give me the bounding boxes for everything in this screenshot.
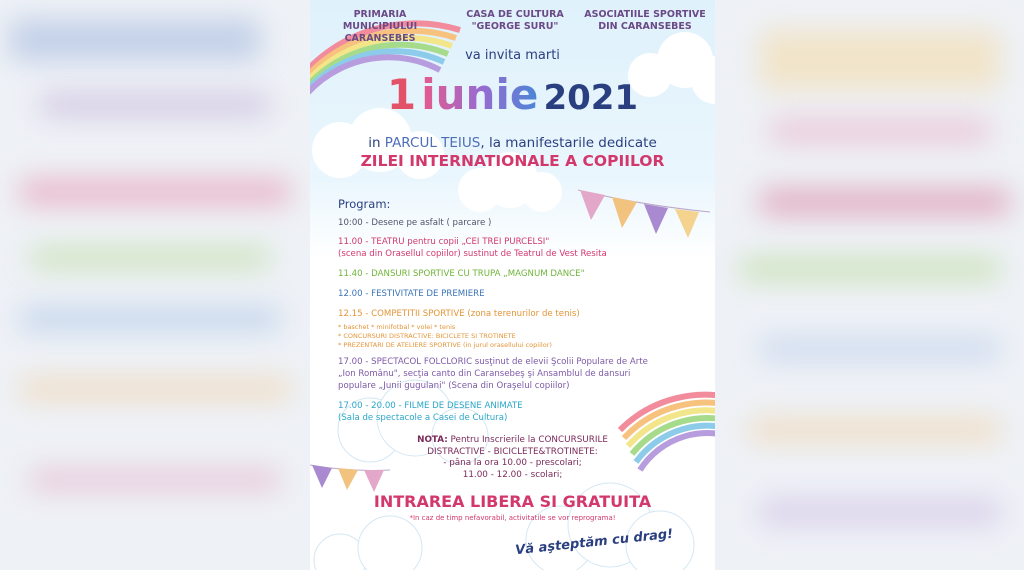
program-item-5-sub-3: * PREZENTARI DE ATELIERE SPORTIVE (in jurul orasellului copiilor) (338, 341, 552, 349)
program-item-2-detail: (scena din Orasellul copiilor) sustinut de Teatrul de Vest Resita (338, 249, 607, 259)
program-item-6: 17.00 - SPECTACOL FOLCLORIC susţinut de elevii Şcolii Populare de Arte (338, 357, 648, 367)
organizer-city-hall: PRIMARIA MUNICIPIULUI CARANSEBES (342, 9, 418, 44)
location-line: in PARCUL TEIUS, la manifestarile dedicate (368, 135, 657, 151)
program-item-7-detail: (Sala de spectacole a Casei de Cultura) (338, 413, 508, 423)
registration-note: NOTA: Pentru Inscrierile la CONCURSURILE DISTRACTIVE - BICICLETE&TROTINETE: - pâna la ora 10.00 - prescolari; 11.00 - 12.00 - scolari; (417, 435, 608, 480)
event-title: ZILEI INTERNATIONALE A COPIILOR (360, 152, 665, 170)
program-item-5: 12.15 - COMPETITII SPORTIVE (zona terenurilor de tenis) (338, 309, 580, 319)
program-item-6-line-3: populare „Junii gugulani" (Scena din Oraşelul copiilor) (338, 381, 570, 391)
program-item-7: 17.00 - 20.00 - FILME DE DESENE ANIMATE (338, 401, 523, 411)
organizer-culture-house: CASA DE CULTURA "GEORGE SURU" (466, 9, 564, 32)
date-month: iunie (421, 70, 539, 119)
date-day: 1 (386, 70, 417, 119)
closing-message: Vă aşteptăm cu drag! (514, 526, 674, 559)
program-item-6-line-2: „Ion Românu", secţia canto din Caransebeş şi Ansamblul de dansuri (338, 369, 631, 379)
date-year: 2021 (543, 78, 639, 118)
weather-disclaimer: *In caz de timp nefavorabil, activitatile se vor reprograma! (409, 514, 616, 522)
invite-line: va invita marti (465, 48, 560, 63)
program-item-2: 11.00 - TEATRU pentru copii „CEI TREI PURCELSI" (338, 237, 550, 247)
location-name: PARCUL TEIUS (384, 135, 481, 151)
program-item-4: 12.00 - FESTIVITATE DE PREMIERE (338, 289, 485, 299)
note-label: NOTA: (417, 435, 448, 445)
program-item-1: 10:00 - Desene pe asfalt ( parcare ) (338, 218, 492, 228)
organizer-sports-associations: ASOCIATIILE SPORTIVE DIN CARANSEBES (584, 9, 706, 32)
event-date (310, 70, 715, 119)
program-item-3: 11.40 - DANSURI SPORTIVE CU TRUPA „MAGNUM DANCE" (338, 269, 585, 279)
event-poster (310, 0, 715, 570)
program-item-5-sub-1: * baschet * minifotbal * volei * tenis (338, 323, 456, 331)
free-entry-banner: INTRAREA LIBERA SI GRATUITA (373, 492, 652, 511)
program-label: Program: (338, 197, 391, 211)
program-item-5-sub-2: * CONCURSURI DISTRACTIVE: BICICLETE SI TROTINETE (338, 332, 516, 340)
